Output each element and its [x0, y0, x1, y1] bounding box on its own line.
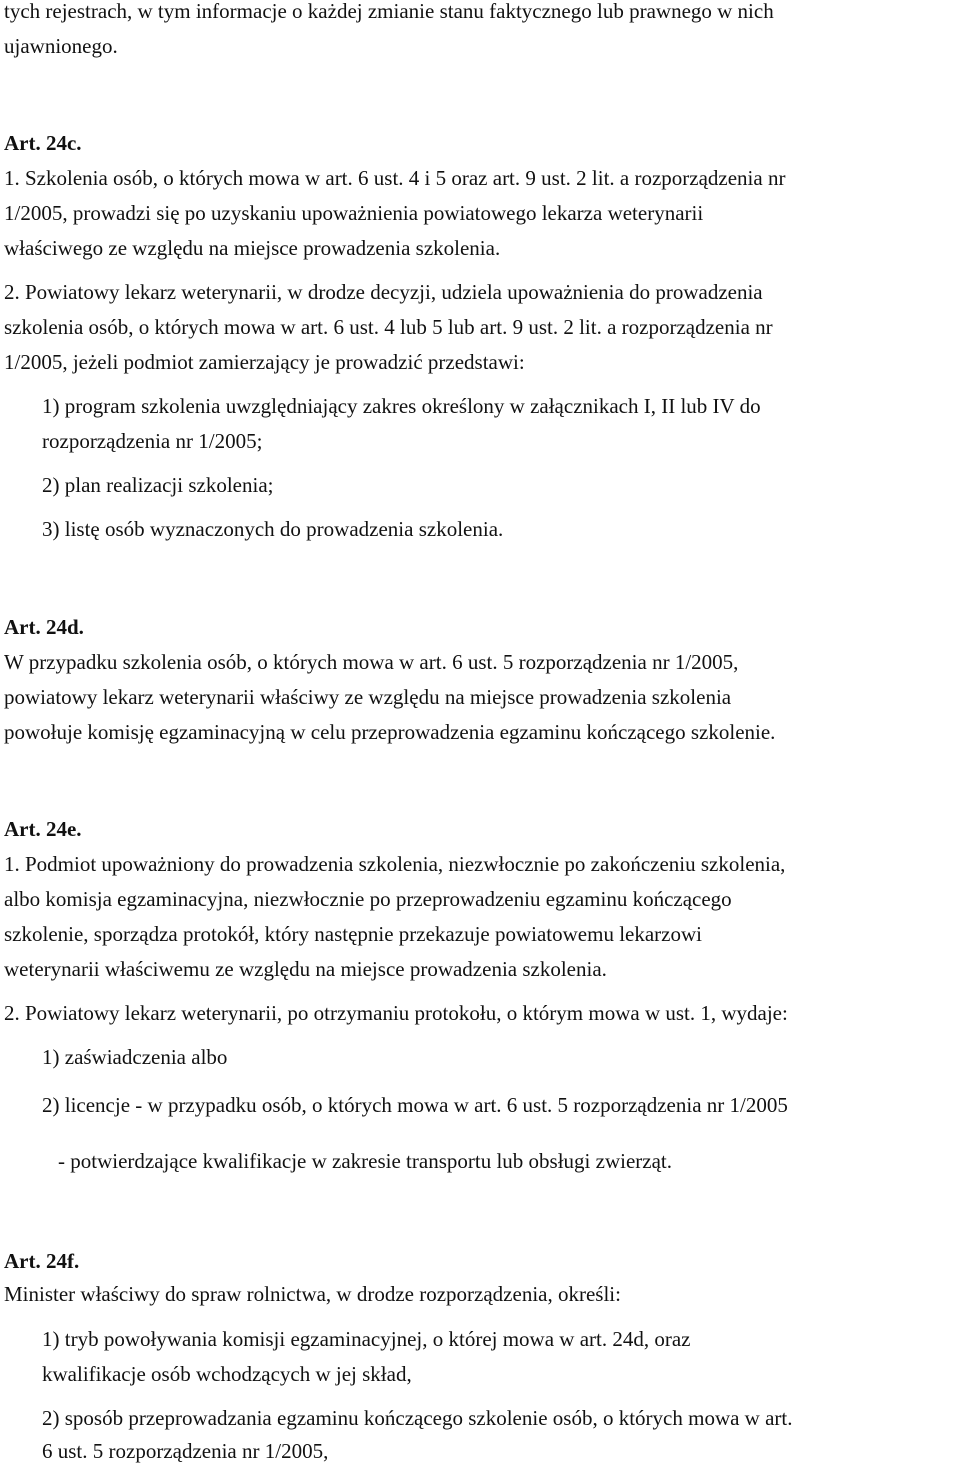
article-heading: Art. 24e. — [4, 817, 82, 841]
text-line: albo komisja egzaminacyjna, niezwłocznie po przeprowadzeniu egzaminu kończącego — [4, 887, 732, 911]
text-line: 1. Szkolenia osób, o których mowa w art. 6 ust. 4 i 5 oraz art. 9 ust. 2 lit. a rozporządzenia nr — [4, 166, 786, 190]
text-line: tych rejestrach, w tym informacje o każdej zmianie stanu faktycznego lub prawnego w nich — [4, 0, 774, 23]
article-heading: Art. 24f. — [4, 1249, 80, 1273]
article-heading: Art. 24c. — [4, 131, 82, 155]
list-item: 6 ust. 5 rozporządzenia nr 1/2005, — [42, 1439, 329, 1463]
text-line: 1. Podmiot upoważniony do prowadzenia szkolenia, niezwłocznie po zakończeniu szkolenia, — [4, 852, 786, 876]
text-line: 1/2005, jeżeli podmiot zamierzający je prowadzić przedstawi: — [4, 350, 525, 374]
text-line: ujawnionego. — [4, 34, 118, 58]
text-line: 2. Powiatowy lekarz weterynarii, po otrzymaniu protokołu, o którym mowa w ust. 1, wydaje: — [4, 1001, 788, 1025]
list-item: 2) licencje - w przypadku osób, o których mowa w art. 6 ust. 5 rozporządzenia nr 1/2005 — [42, 1093, 788, 1117]
list-item: 1) zaświadczenia albo — [42, 1045, 228, 1069]
text-line: powołuje komisję egzaminacyjną w celu przeprowadzenia egzaminu kończącego szkolenie. — [4, 720, 776, 744]
text-line: Minister właściwy do spraw rolnictwa, w drodze rozporządzenia, określi: — [4, 1282, 621, 1306]
text-line: szkolenia osób, o których mowa w art. 6 ust. 4 lub 5 lub art. 9 ust. 2 lit. a rozporządzenia nr — [4, 315, 773, 339]
article-heading: Art. 24d. — [4, 615, 84, 639]
text-line: 1/2005, prowadzi się po uzyskaniu upoważnienia powiatowego lekarza weterynarii — [4, 201, 704, 225]
list-item: 1) tryb powoływania komisji egzaminacyjnej, o której mowa w art. 24d, oraz — [42, 1327, 691, 1351]
list-item: 2) sposób przeprowadzania egzaminu kończącego szkolenie osób, o których mowa w art. — [42, 1406, 793, 1430]
text-line: powiatowy lekarz weterynarii właściwy ze względu na miejsce prowadzenia szkolenia — [4, 685, 732, 709]
list-item: 1) program szkolenia uwzględniający zakres określony w załącznikach I, II lub IV do — [42, 394, 761, 418]
text-line: W przypadku szkolenia osób, o których mowa w art. 6 ust. 5 rozporządzenia nr 1/2005, — [4, 650, 739, 674]
text-line: właściwego ze względu na miejsce prowadzenia szkolenia. — [4, 236, 501, 260]
text-line: weterynarii właściwemu ze względu na miejsce prowadzenia szkolenia. — [4, 957, 607, 981]
text-line: - potwierdzające kwalifikacje w zakresie transportu lub obsługi zwierząt. — [58, 1149, 672, 1173]
list-item: rozporządzenia nr 1/2005; — [42, 429, 263, 453]
list-item: 3) listę osób wyznaczonych do prowadzenia szkolenia. — [42, 517, 504, 541]
text-line: szkolenie, sporządza protokół, który następnie przekazuje powiatowemu lekarzowi — [4, 922, 702, 946]
text-line: 2. Powiatowy lekarz weterynarii, w drodze decyzji, udziela upoważnienia do prowadzenia — [4, 280, 763, 304]
list-item: 2) plan realizacji szkolenia; — [42, 473, 274, 497]
list-item: kwalifikacje osób wchodzących w jej skład, — [42, 1362, 412, 1386]
